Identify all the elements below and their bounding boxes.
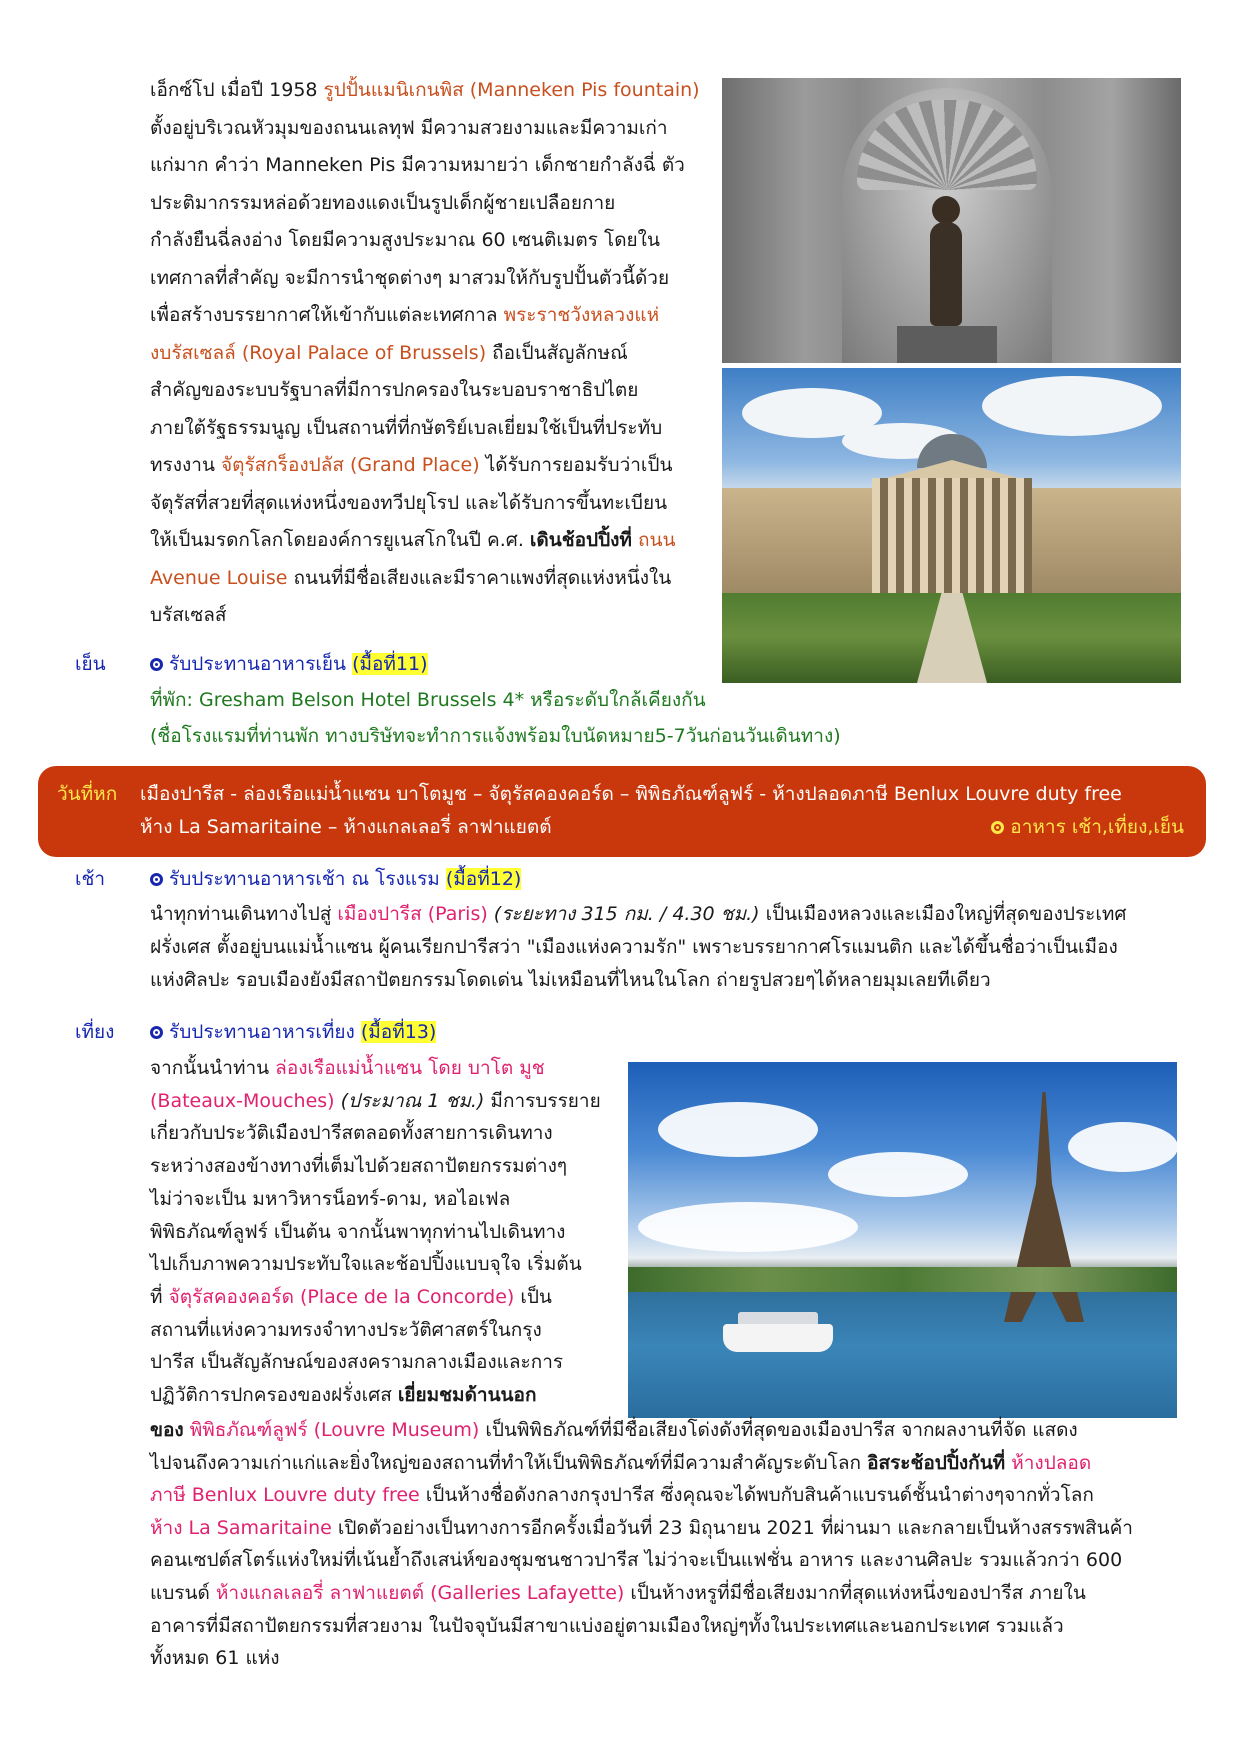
meal-number-badge: (มื้อที่11) bbox=[352, 653, 428, 675]
manneken-pis-link: รูปปั้นแมนิเกนพิส (Manneken Pis fountain) bbox=[323, 79, 700, 101]
brussels-paragraph: เอ็กซ์โป เมื่อปี 1958 รูปปั้นแมนิเกนพิส (Manneken Pis fountain) ตั้งอยู่บริเวณหัวมุมของถนนเลทุฟ มีความสวยงามและมีความเก่า แก่มาก คำว่า Manneken Pis มีความหมายว่า เด็กชายกำลังฉี่ ตัว ประติมากรรมหล่อด้วยทองแดงเป็นรูปเด็กผู้ชายเปลือยกาย กำลังยืนฉี่ลงอ่าง โดยมีความสูงประมาณ 60 เซนติเมตร โดยใน เทศกาลที่สำคัญ จะมีการนำชุดต่างๆ มาสวมให้กับรูปปั้นตัวนี้ด้วย เพื่อสร้างบรรยากาศให้เข้ากับแต่ละเทศกาล พระราชวังหลวงแห่ งบรัสเซลล์ (Royal Palace of Brussels) ถือเป็นสัญลักษณ์ สำคัญของระบบรัฐบาลที่มีการปกครองในระบอบราชาธิปไตย ภายใต้รัฐธรรมนูญ เป็นสถานที่ที่กษัตริย์เบลเยี่ยมใช้เป็นที่ประทับ ทรงงาน จัตุรัสกร็องปลัส (Grand Place) ได้รับการยอมรับว่าเป็น จัตุรัสที่สวยที่สุดแห่งหนึ่งของทวีปยุโรป และได้รับการขึ้นทะเบียน ให้เป็นมรดกโลกโดยองค์การยูเนสโกในปี ค.ศ. เดินช้อปปิ้งที่ ถนน Avenue Louise ถนนที่มีชื่อเสียงและมีราคาแพงที่สุดแห่งหนึ่งใน บรัสเซลส์ bbox=[150, 79, 700, 626]
breakfast-label: เช้า bbox=[75, 868, 106, 890]
dinner-meal: รับประทานอาหารเย็น (มื้อที่11) bbox=[150, 646, 428, 682]
day-six-banner bbox=[38, 766, 1206, 857]
day-route-line-2: ห้าง La Samaritaine – ห้างแกลเลอรี่ ลาฟาแยตต์ bbox=[140, 816, 552, 838]
plate-icon bbox=[150, 873, 163, 886]
louvre-shopping-paragraph: ของ พิพิธภัณฑ์ลูฟร์ (Louvre Museum) เป็นพิพิธภัณฑ์ที่มีชื่อเสียงโด่งดังที่สุดของเมืองปารีส จากผลงานที่จัด แสดง ไปจนถึงความเก่าแก่และยิ่งใหญ่ของสถานที่ทำให้เป็นพิพิธภัณฑ์ที่มีความสำคัญระดับโลก อิสระช้อปปิ้งกันที่ ห้างปลอด ภาษี Benlux Louvre duty free เป็นห้างชื่อดังกลางกรุงปารีส ซึ่งคุณจะได้พบกับสินค้าแบรนด์ชั้นนำต่างๆจากทั่วโลก ห้าง La Samaritaine เปิดตัวอย่างเป็นทางการอีกครั้งเมื่อวันที่ 23 มิถุนายน 2021 ที่ผ่านมา และกลายเป็นห้างสรรพสินค้า คอนเซปต์สโตร์แห่งใหม่ที่เน้นย้ำถึงเสน่ห์ของชุมชนชาวปารีส ไม่ว่าจะเป็นแฟชั่น อาหาร และงานศิลปะ รวมแล้วกว่า 600 แบรนด์ ห้างแกลเลอรี่ ลาฟาแยตต์ (Galleries Lafayette) เป็นห้างหรูที่มีชื่อเสียงมากที่สุดแห่งหนึ่งของปารีส ภายใน อาคารที่มีสถาปัตยกรรมที่สวยงาม ในปัจจุบันมีสาขาแบ่งอยู่ตามเมืองใหญ่ๆทั้งในประเทศและนอกประเทศ รวมแล้ว ทั้งหมด 61 แห่ง bbox=[150, 1419, 1133, 1670]
breakfast-meal: รับประทานอาหารเช้า ณ โรงแรม (มื้อที่12) bbox=[150, 861, 521, 897]
royal-palace-photo bbox=[722, 368, 1181, 683]
lunch-label: เที่ยง bbox=[75, 1021, 115, 1043]
dinner-label: เย็น bbox=[75, 653, 106, 675]
plate-icon bbox=[991, 821, 1004, 834]
lunch-meal: รับประทานอาหารเที่ยง (มื้อที่13) bbox=[150, 1014, 436, 1050]
day-label: วันที่หก bbox=[57, 783, 118, 805]
plate-icon bbox=[150, 1026, 163, 1039]
eiffel-tower-seine-photo bbox=[628, 1062, 1177, 1418]
day-route-line-1: เมืองปารีส - ล่องเรือแม่น้ำแซน บาโตมูช – จัตุรัสคองคอร์ด – พิพิธภัณฑ์ลูฟร์ - ห้างปลอดภาษี Benlux Louvre duty free bbox=[140, 783, 1122, 805]
paris-intro: นำทุกท่านเดินทางไปสู่ เมืองปารีส (Paris) (ระยะทาง 315 กม. / 4.30 ชม.) เป็นเมืองหลวงและเมืองใหญ่ที่สุดของประเทศ ฝรั่งเศส ตั้งอยู่บนแม่น้ำแซน ผู้คนเรียกปารีสว่า "เมืองแห่งความรัก" เพราะบรรยากาศโรแมนติก และได้ขึ้นชื่อว่าเป็นเมือง แห่งศิลปะ รอบเมืองยังมีสถาปัตยกรรมโดดเด่น ไม่เหมือนที่ไหนในโลก ถ่ายรูปสวยๆได้หลายมุมเลยทีเดียว bbox=[150, 903, 1127, 991]
plate-icon bbox=[150, 658, 163, 671]
seine-cruise-paragraph: จากนั้นนำท่าน ล่องเรือแม่น้ำแซน โดย บาโต มูช (Bateaux-Mouches) (ประมาณ 1 ชม.) มีการบรรยาย เกี่ยวกับประวัติเมืองปารีสตลอดทั้งสายการเดินทาง ระหว่างสองข้างทางที่เต็มไปด้วยสถาปัตยกรรมต่างๆ ไม่ว่าจะเป็น มหาวิหารน็อทร์-ดาม, หอไอเฟล พิพิธภัณฑ์ลูฟร์ เป็นต้น จากนั้นพาทุกท่านไปเดินทาง ไปเก็บภาพความประทับใจและช้อปปิ้งแบบจุใจ เริ่มต้น ที่ จัตุรัสคองคอร์ด (Place de la Concorde) เป็น สถานที่แห่งความทรงจำทางประวัติศาสตร์ในกรุง ปารีส เป็นสัญลักษณ์ของสงครามกลางเมืองและการ ปฏิวัติการปกครองของฝรั่งเศส เยี่ยมชมด้านนอก bbox=[150, 1057, 601, 1407]
hotel-note: (ชื่อโรงแรมที่ท่านพัก ทางบริษัทจะทำการแจ้งพร้อมใบนัดหมาย5-7วันก่อนวันเดินทาง) bbox=[150, 725, 841, 747]
manneken-pis-photo bbox=[722, 78, 1181, 363]
day-meals: อาหาร เช้า,เที่ยง,เย็น bbox=[991, 811, 1184, 844]
meal-number-badge: (มื้อที่13) bbox=[360, 1021, 437, 1043]
meal-number-badge: (มื้อที่12) bbox=[445, 868, 522, 890]
hotel-info: ที่พัก: Gresham Belson Hotel Brussels 4* หรือระดับใกล้เคียงกัน bbox=[150, 689, 706, 711]
